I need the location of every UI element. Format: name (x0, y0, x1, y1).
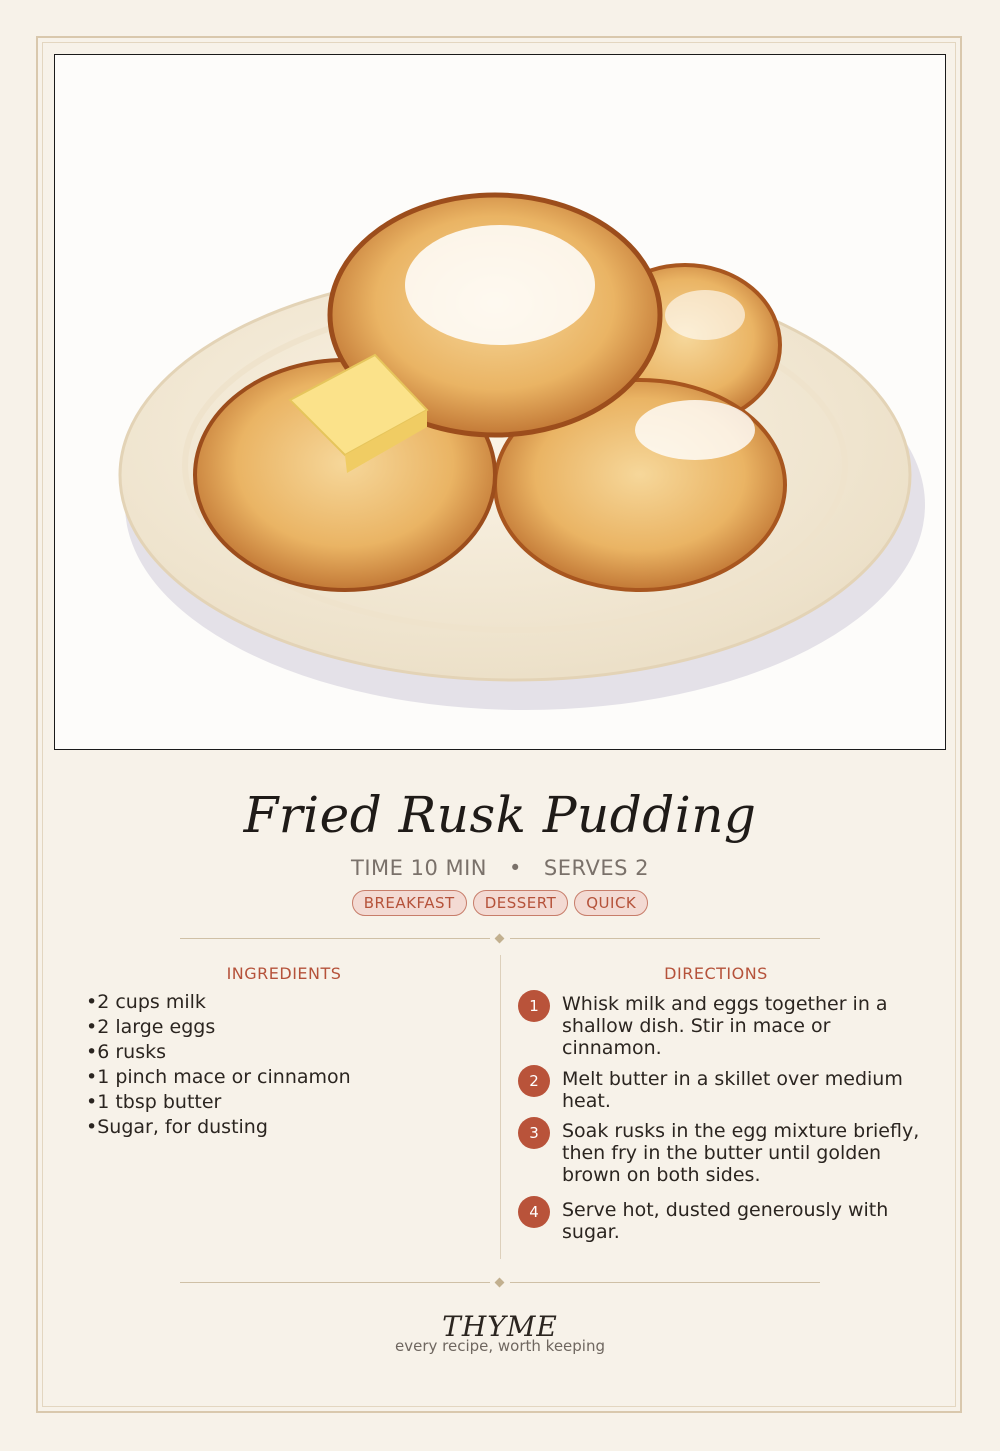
ingredient-item: • 6 rusks (86, 1040, 351, 1065)
step-text: Serve hot, dusted generously with sugar. (562, 1199, 889, 1243)
recipe-meta (0, 856, 1000, 880)
step-text: Whisk milk and eggs together in a shallow dish. Stir in mace or cinnamon. (562, 993, 888, 1059)
brand-logo: THYME (442, 1310, 558, 1343)
tag-dessert[interactable]: DESSERT (473, 890, 569, 916)
step-number-badge: 4 (518, 1196, 550, 1228)
step-number-badge: 1 (518, 990, 550, 1022)
ingredient-list (86, 990, 351, 1140)
tag-quick[interactable]: QUICK (574, 890, 648, 916)
divider-top (180, 933, 820, 945)
step-text: Soak rusks in the egg mixture briefly, then fry in the butter until golden brown on both sides. (562, 1120, 920, 1186)
step-number-badge: 3 (518, 1117, 550, 1149)
ingredients-heading: INGREDIENTS (226, 964, 342, 983)
tag-breakfast[interactable]: BREAKFAST (352, 890, 467, 916)
tag-list (0, 890, 1000, 916)
step-number-badge: 2 (518, 1065, 550, 1097)
meta-separator: • (509, 856, 522, 880)
ingredient-item: • Sugar, for dusting (86, 1115, 351, 1140)
ingredient-item: • 2 large eggs (86, 1015, 351, 1040)
directions-heading: DIRECTIONS (664, 964, 768, 983)
ingredient-item: • 1 tbsp butter (86, 1090, 351, 1115)
column-divider (500, 955, 501, 1259)
serves-label: SERVES 2 (543, 856, 649, 880)
diamond-ornament (495, 934, 505, 944)
diamond-ornament (495, 1278, 505, 1288)
ingredient-item: • 1 pinch mace or cinnamon (86, 1065, 351, 1090)
recipe-title: Fried Rusk Pudding (243, 786, 757, 844)
ingredient-item: • 2 cups milk (86, 990, 351, 1015)
recipe-photo (54, 54, 946, 750)
time-label: TIME 10 MIN (351, 856, 488, 880)
divider-bottom (180, 1277, 820, 1289)
step-text: Melt butter in a skillet over medium heat. (562, 1068, 903, 1112)
brand-tagline: every recipe, worth keeping (394, 1337, 605, 1355)
